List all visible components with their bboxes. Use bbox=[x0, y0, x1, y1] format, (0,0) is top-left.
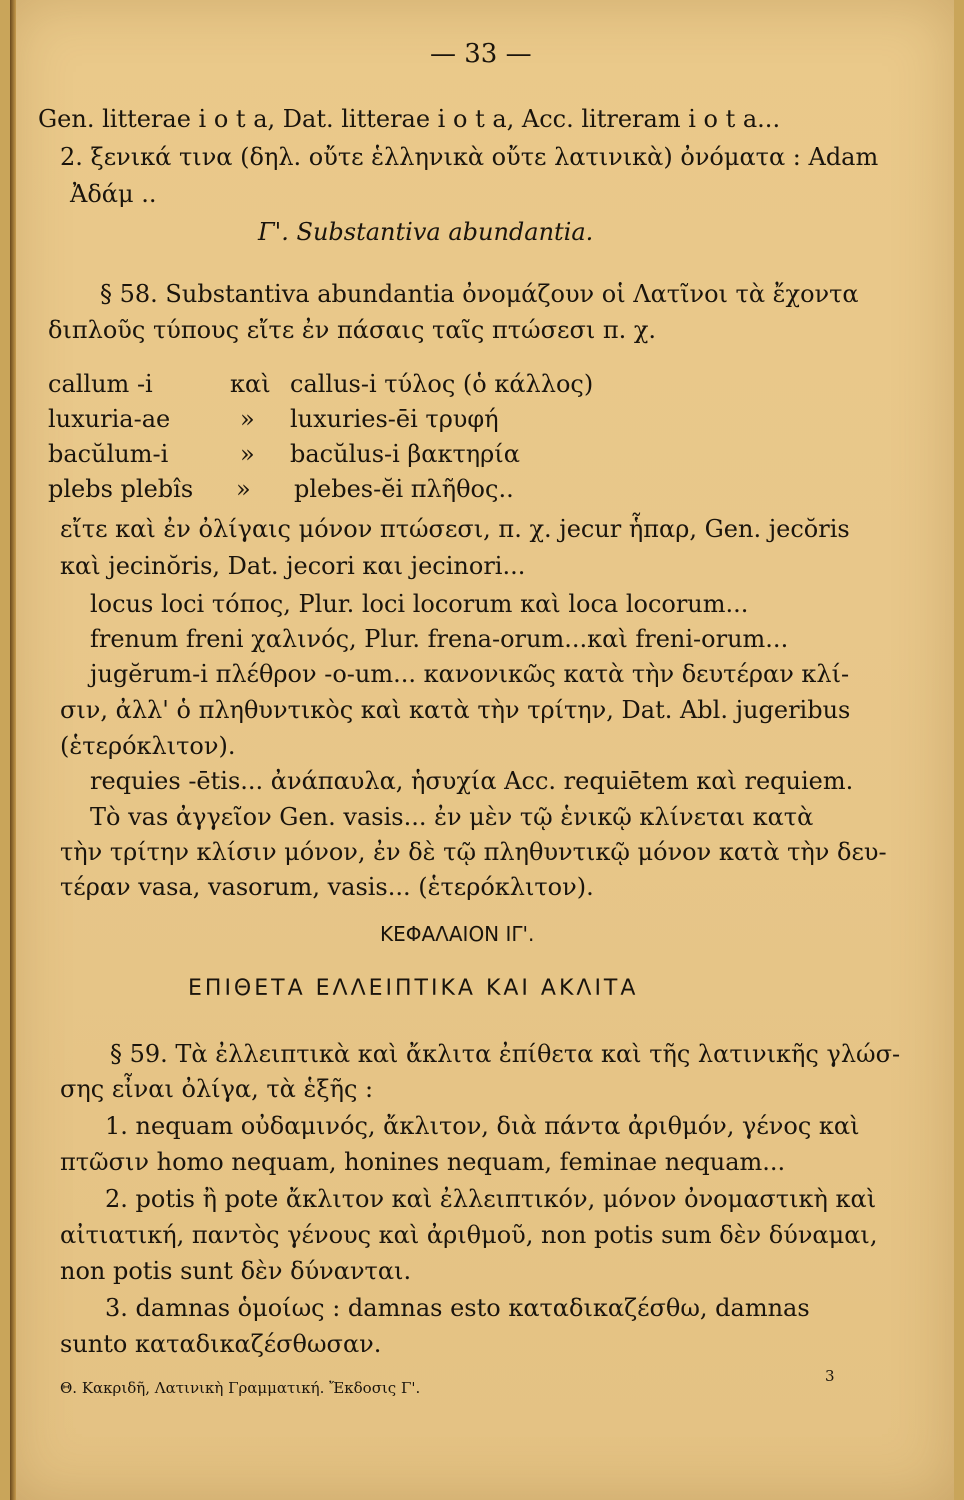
paragraph-59-line-7: non potis sunt δὲν δύνανται. bbox=[60, 1257, 412, 1285]
body-line-1: εἴτε καὶ ἐν ὀλίγαις μόνον πτώσεσι, π. χ. jecur ἧπαρ, Gen. jecŏris bbox=[60, 515, 850, 543]
table-cell-form: luxuries-ēi τρυφή bbox=[290, 405, 499, 433]
paragraph-58-line-1: § 58. Substantiva abundantia ὀνομάζουν οἱ Λατῖνοι τὰ ἔχοντα bbox=[100, 280, 859, 308]
paragraph-59-line-4: πτῶσιν homo nequam, honines nequam, feminae nequam... bbox=[60, 1148, 786, 1176]
footer-imprint: Θ. Κακριδῆ, Λατινικὴ Γραμματική. Ἔκδοσις Γ'. bbox=[60, 1379, 421, 1397]
body-line-5: jugĕrum-i πλέθρον -o-um... κανονικῶς κατὰ τὴν δευτέραν κλί- bbox=[90, 660, 850, 688]
table-cell-conj: » bbox=[240, 440, 255, 468]
body-line-4: frenum freni χαλινός, Plur. frena-orum...καὶ freni-orum... bbox=[90, 625, 789, 653]
page-edge-shadow bbox=[10, 0, 16, 1500]
table-cell-form: bacŭlus-i βακτηρία bbox=[290, 440, 520, 468]
body-line-9: Τὸ vas ἀγγεῖον Gen. vasis... ἐν μὲν τῷ ἑνικῷ κλίνεται κατὰ bbox=[90, 803, 814, 831]
body-line-2: καὶ jecinŏris, Dat. jecori και jecinori... bbox=[60, 552, 526, 580]
section-heading-g: Γ'. Substantiva abundantia. bbox=[258, 218, 594, 246]
line-3: Ἀδάμ .. bbox=[70, 180, 157, 208]
line-2: 2. ξενικά τινα (δηλ. οὔτε ἑλληνικὰ οὔτε λατινικὰ) ὀνόματα : Adam bbox=[60, 143, 879, 171]
page bbox=[10, 0, 954, 1500]
table-cell-latin: callum -i bbox=[48, 370, 153, 398]
table-cell-form: callus-i τύλος (ὁ κάλλος) bbox=[290, 370, 594, 398]
table-cell-conj: » bbox=[240, 405, 255, 433]
body-line-10: τὴν τρίτην κλίσιν μόνον, ἐν δὲ τῷ πληθυντικῷ μόνον κατὰ τὴν δευ- bbox=[60, 838, 887, 866]
body-line-7: (ἑτερόκλιτον). bbox=[60, 732, 236, 760]
chapter-heading: ΚΕΦΑΛΑΙΟΝ ΙΓ'. bbox=[380, 922, 535, 946]
paragraph-58-line-2: διπλοῦς τύπους εἴτε ἐν πάσαις ταῖς πτώσεσι π. χ. bbox=[48, 316, 657, 344]
body-line-6: σιν, ἀλλ' ὁ πληθυντικὸς καὶ κατὰ τὴν τρίτην, Dat. Abl. jugeribus bbox=[60, 696, 851, 724]
table-cell-latin: bacŭlum-i bbox=[48, 440, 169, 468]
body-line-8: requies -ētis... ἀνάπαυλα, ἡσυχία Acc. requiētem καὶ requiem. bbox=[90, 767, 854, 795]
paragraph-59-line-2: σης εἶναι ὀλίγα, τὰ ἑξῆς : bbox=[60, 1075, 374, 1103]
paragraph-59-line-5: 2. potis ἢ pote ἄκλιτον καὶ ἐλλειπτικόν, μόνον ὀνομαστικὴ καὶ bbox=[105, 1185, 877, 1213]
paragraph-59-line-9: sunto καταδικαζέσθωσαν. bbox=[60, 1330, 382, 1358]
page-number: — 33 — bbox=[430, 39, 532, 69]
line-1: Gen. litterae i o t a, Dat. litterae i o t a, Acc. litreram i o t a... bbox=[38, 105, 781, 133]
signature-mark: 3 bbox=[825, 1367, 835, 1385]
paragraph-59-line-8: 3. damnas ὁμοίως : damnas esto καταδικαζέσθω, damnas bbox=[105, 1294, 810, 1322]
body-line-3: locus loci τόπος, Plur. loci locorum καὶ loca locorum... bbox=[90, 590, 749, 618]
paragraph-59-line-1: § 59. Τὰ ἐλλειπτικὰ καὶ ἄκλιτα ἐπίθετα καὶ τῆς λατινικῆς γλώσ- bbox=[110, 1040, 901, 1068]
table-cell-latin: luxuria-ae bbox=[48, 405, 171, 433]
table-cell-latin: plebs plebîs bbox=[48, 475, 194, 503]
table-cell-form: plebes-ĕi πλῆθος.. bbox=[294, 475, 514, 503]
table-cell-conj: καὶ bbox=[230, 370, 271, 398]
paragraph-59-line-6: αἰτιατική, παντὸς γένους καὶ ἀριθμοῦ, non potis sum δὲν δύναμαι, bbox=[60, 1221, 878, 1249]
body-line-11: τέραν vasa, vasorum, vasis... (ἑτερόκλιτον). bbox=[60, 873, 594, 901]
chapter-title: ΕΠΙΘΕΤΑ ΕΛΛΕΙΠΤΙΚΑ ΚΑΙ ΑΚΛΙΤΑ bbox=[188, 976, 639, 1001]
paragraph-59-line-3: 1. nequam οὐδαμινός, ἄκλιτον, διὰ πάντα ἀριθμόν, γένος καὶ bbox=[105, 1112, 860, 1140]
table-cell-conj: » bbox=[236, 475, 251, 503]
